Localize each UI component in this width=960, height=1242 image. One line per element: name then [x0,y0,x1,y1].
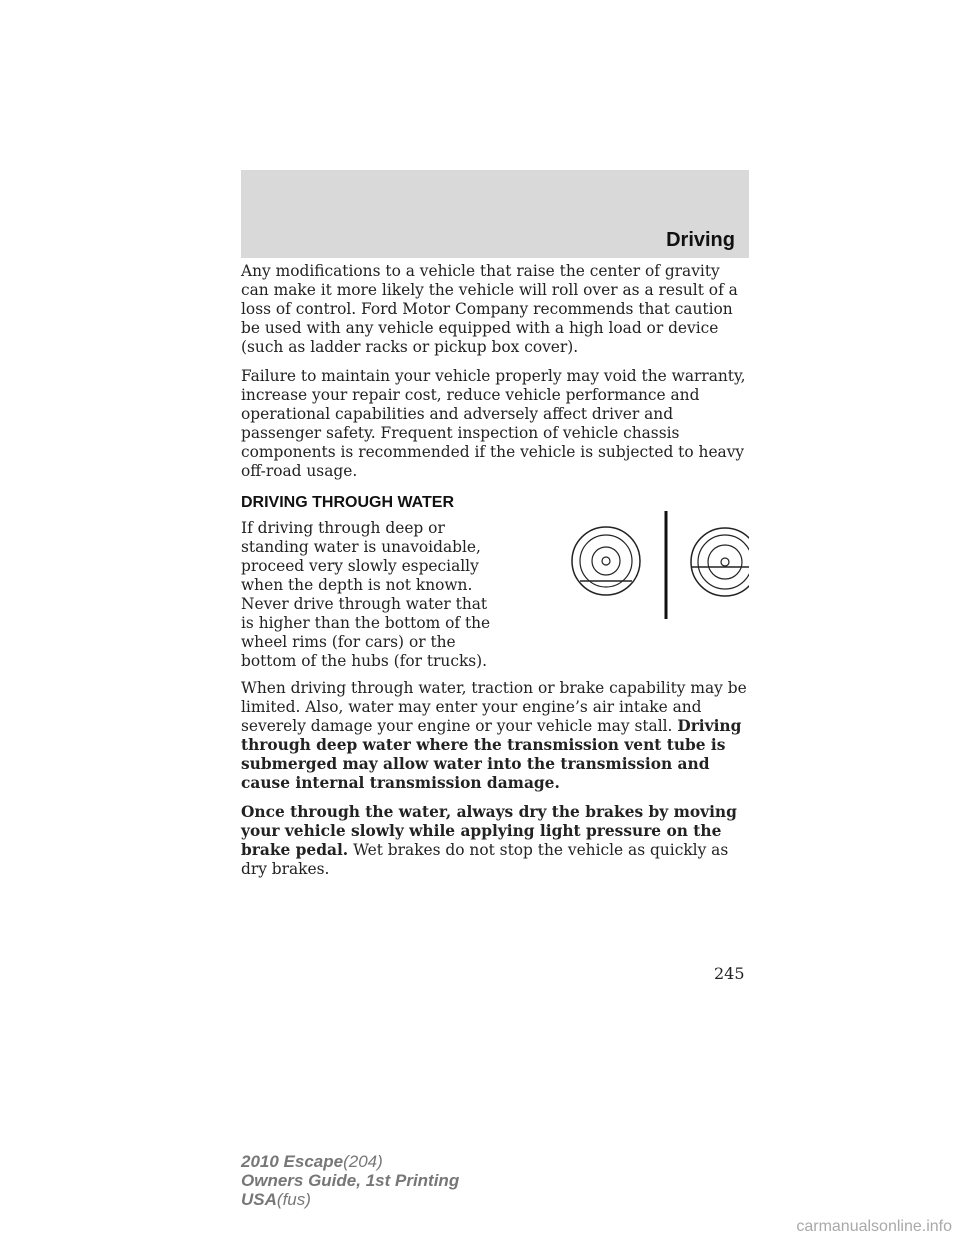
section-heading: DRIVING THROUGH WATER [241,494,455,511]
page-content [241,262,749,889]
paragraph-modifications: Any modifications to a vehicle that raise the center of gravity can make it more likely the vehicle will roll over as a result of a loss of control. Ford Motor Company recommends that caution be used with any vehicle equipped with a high load or device (such as ladder racks or pickup box cover). [241,262,738,356]
footer [241,1152,459,1209]
transmission-warning: Driving through deep water where the transmission vent tube is submerged may allow water into the transmission and cause internal transmission damage. [241,717,742,792]
header-band [241,170,749,258]
paragraph-maintenance: Failure to maintain your vehicle properly may void the warranty, increase your repair cost, reduce vehicle performance and operational capabilities and adversely affect driver and passenger safety. Frequent inspection of vehicle chassis components is recommended if the vehicle is subjected to heavy off-road usage. [241,367,746,480]
car-wheel-icon [572,527,640,595]
traction-text: When driving through water, traction or brake capability may be limited. Also, water may enter your engine’s air intake and severely damage your engine or your vehicle may stall. [241,679,747,735]
watermark: carmanualsonline.info [796,1218,952,1235]
paragraph-traction [241,679,749,793]
page-number: 245 [714,964,745,983]
footer-line-3: USA(fus) [241,1190,311,1209]
paragraph-brakes [241,803,749,879]
wet-brakes-text: Wet brakes do not stop the vehicle as quickly as dry brakes. [241,841,729,878]
water-intro-block [241,519,749,671]
truck-wheel-icon [691,528,749,596]
footer-line-1: 2010 Escape(204) [241,1152,383,1171]
wheel-diagram [519,511,749,623]
brakes-instruction: Once through the water, always dry the brakes by moving your vehicle slowly while applying light pressure on the brake pedal. [241,803,737,859]
wheel-water-figure [519,511,749,623]
section-title: Driving [666,229,735,251]
footer-line-2: Owners Guide, 1st Printing [241,1171,460,1190]
water-intro-text: If driving through deep or standing water is unavoidable, proceed very slowly especially when the depth is not known. Never drive through water that is higher than the bottom of the wheel rims (for cars) or the bottom of the hubs (for trucks). [241,519,491,670]
